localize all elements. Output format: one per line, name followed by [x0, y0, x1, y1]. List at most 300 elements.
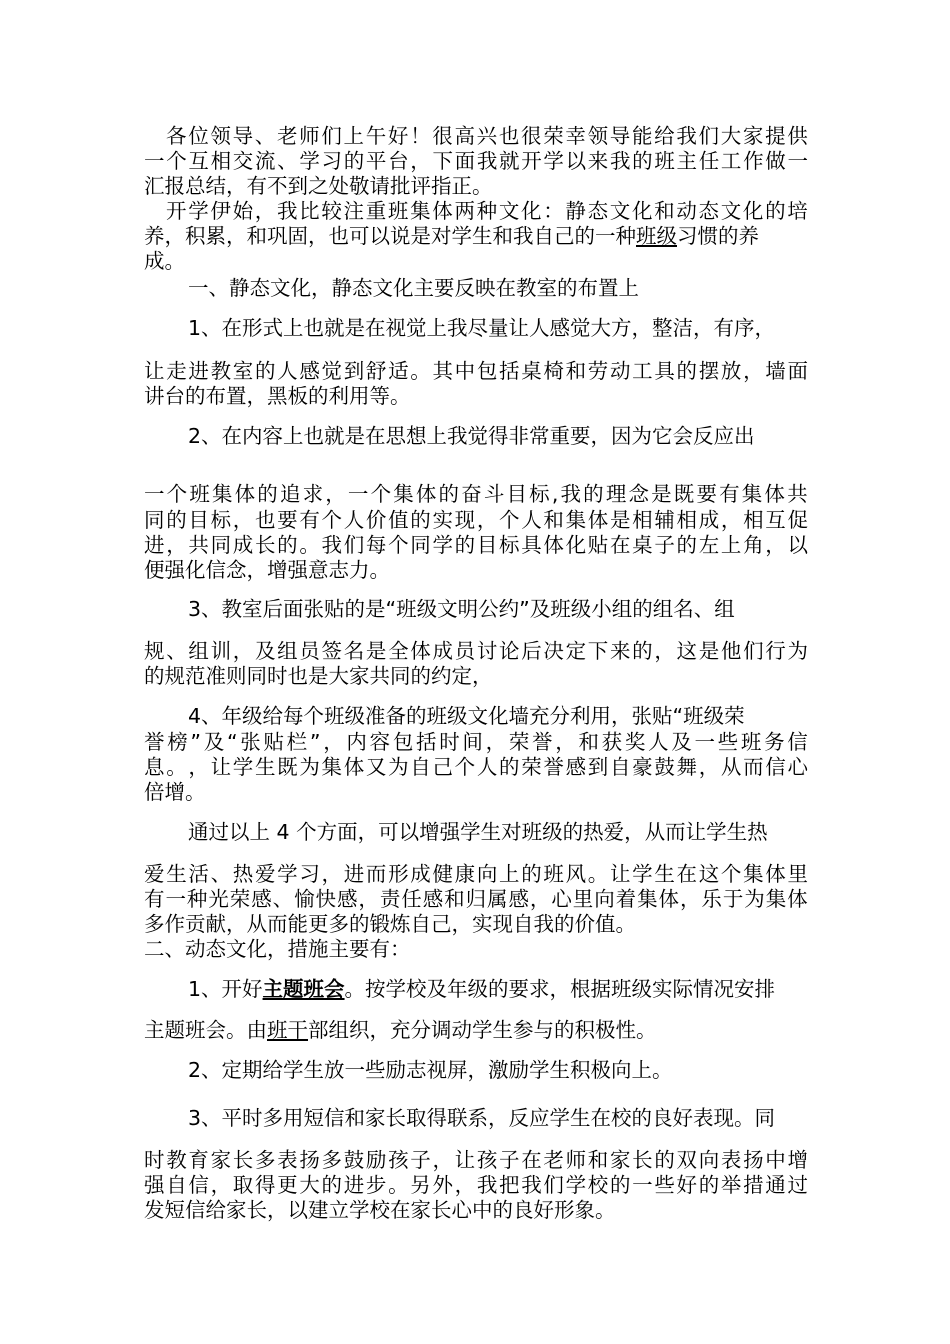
- glyph: 。: [587, 862, 609, 886]
- glyph: 更: [277, 1173, 298, 1197]
- glyph: 中: [765, 1148, 786, 1172]
- glyph: 伊: [210, 199, 231, 223]
- glyph: 的: [166, 508, 187, 532]
- glyph: 通: [765, 1173, 786, 1197]
- glyph: 强: [144, 1173, 165, 1197]
- glyph: 工: [632, 359, 653, 383]
- glyph: 活: [188, 862, 209, 886]
- glyph: 把: [499, 1173, 520, 1197]
- glyph: 及: [203, 730, 225, 754]
- glyph: 文: [609, 199, 631, 223]
- glyph: 鼓: [654, 755, 675, 779]
- glyph: 归: [465, 887, 487, 911]
- glyph: 誉: [543, 755, 564, 779]
- glyph: 桌: [521, 359, 542, 383]
- glyph: 讨: [476, 639, 498, 663]
- glyph: 学: [232, 755, 254, 779]
- glyph: 及: [254, 639, 276, 663]
- glyph: 任: [401, 887, 422, 911]
- glyph: 间: [462, 730, 483, 754]
- glyph: 班: [654, 149, 675, 173]
- glyph: 信: [787, 730, 808, 754]
- text-span: 。按学校及年级的要求，根据班级实际情况安排: [344, 977, 776, 1001]
- glyph: 觉: [321, 359, 342, 383]
- glyph: 我: [560, 482, 581, 506]
- glyph: 表: [720, 1148, 742, 1172]
- glyph: 静: [565, 199, 586, 223]
- glyph: 步: [365, 1173, 387, 1197]
- glyph: 扬: [743, 1148, 764, 1172]
- glyph: 他: [720, 639, 742, 663]
- glyph: 张: [240, 730, 261, 754]
- glyph: 左: [698, 533, 720, 557]
- paragraph-line: [144, 887, 808, 911]
- glyph: 的: [257, 482, 278, 506]
- glyph: 过: [787, 1173, 808, 1197]
- glyph: 定: [565, 639, 587, 663]
- glyph: 些: [717, 730, 739, 754]
- glyph: 提: [765, 124, 786, 148]
- glyph: 和: [543, 508, 564, 532]
- glyph: 集: [741, 482, 763, 506]
- intro-line: 汇报总结，有不到之处敬请批评指正。: [144, 174, 493, 198]
- glyph: 成: [432, 639, 453, 663]
- glyph: 行: [765, 639, 786, 663]
- text-span: 养，积累，和巩固，也可以说是对学生和我自己的一种: [144, 224, 636, 248]
- glyph: 走: [166, 359, 187, 383]
- glyph: 以: [565, 149, 587, 173]
- glyph: 决: [543, 639, 564, 663]
- glyph: 让: [144, 359, 165, 383]
- glyph: 斗: [483, 482, 505, 506]
- glyph: 人: [277, 359, 298, 383]
- paragraph-line: 便强化信念，增强意志力。: [144, 558, 390, 582]
- glyph: 和: [578, 730, 599, 754]
- glyph: 有: [144, 887, 165, 911]
- glyph: 老: [276, 124, 298, 148]
- glyph: 们: [321, 124, 342, 148]
- glyph: 扬: [299, 1148, 320, 1172]
- paragraph-line: [144, 482, 808, 506]
- glyph: 的: [765, 199, 786, 223]
- glyph: 到: [343, 359, 365, 383]
- glyph: 是: [651, 482, 672, 506]
- glyph: 的: [277, 533, 298, 557]
- glyph: 也: [498, 124, 520, 148]
- glyph: 下: [432, 149, 453, 173]
- glyph: 就: [499, 149, 520, 173]
- glyph: 乐: [701, 887, 722, 911]
- intro-line: [144, 149, 808, 173]
- section-heading: 二、动态文化，措施主要有：: [144, 937, 411, 961]
- glyph: ，: [410, 149, 431, 173]
- glyph: 形: [388, 862, 409, 886]
- glyph: 感: [336, 887, 358, 911]
- glyph: ,: [551, 482, 559, 506]
- glyph: 子: [654, 533, 675, 557]
- glyph: 有: [299, 508, 320, 532]
- glyph: 包: [392, 730, 414, 754]
- glyph: 荣: [521, 755, 542, 779]
- glyph: 人: [476, 755, 498, 779]
- glyph: 好: [676, 1173, 697, 1197]
- paragraph-line: [144, 359, 808, 383]
- glyph: 供: [787, 124, 808, 148]
- glyph: 交: [232, 149, 254, 173]
- glyph: 习: [299, 862, 320, 886]
- glyph: 教: [166, 1148, 187, 1172]
- glyph: 集: [410, 199, 431, 223]
- glyph: 、: [277, 149, 298, 173]
- paragraph-line: [144, 639, 808, 663]
- glyph: 具: [654, 359, 675, 383]
- glyph: 的: [454, 533, 476, 557]
- glyph: 化: [742, 199, 764, 223]
- glyph: 上: [499, 862, 520, 886]
- glyph: 劳: [587, 359, 609, 383]
- glyph: ，: [358, 887, 379, 911]
- glyph: 一: [165, 887, 186, 911]
- glyph: 感: [565, 755, 587, 779]
- glyph: 追: [279, 482, 301, 506]
- glyph: 我: [476, 149, 498, 173]
- glyph: 相: [743, 508, 764, 532]
- glyph: 相: [676, 508, 697, 532]
- glyph: 具: [521, 533, 542, 557]
- glyph: 。: [299, 533, 320, 557]
- glyph: 师: [565, 1148, 587, 1172]
- glyph: 个: [499, 508, 520, 532]
- glyph: 舒: [365, 359, 387, 383]
- glyph: 后: [521, 639, 542, 663]
- glyph: 校: [587, 1173, 609, 1197]
- glyph: 让: [609, 862, 631, 886]
- glyph: 一: [787, 149, 808, 173]
- glyph: 为: [744, 887, 765, 911]
- glyph: 桌: [632, 533, 653, 557]
- glyph: 学: [565, 1173, 587, 1197]
- glyph: 注: [343, 199, 364, 223]
- glyph: 论: [499, 639, 520, 663]
- glyph: ，: [454, 1173, 476, 1197]
- glyph: 有: [719, 482, 740, 506]
- paragraph-line: 讲台的布置，黑板的利用等。: [144, 384, 411, 408]
- glyph: 誉: [532, 730, 553, 754]
- glyph: 里: [787, 862, 808, 886]
- glyph: 到: [587, 755, 609, 779]
- glyph: 、: [254, 124, 276, 148]
- glyph: 的: [438, 482, 460, 506]
- glyph: 个: [166, 149, 187, 173]
- glyph: 生: [254, 755, 276, 779]
- glyph: 我: [476, 1173, 498, 1197]
- glyph: 标: [210, 508, 232, 532]
- glyph: 集: [393, 482, 414, 506]
- glyph: 个: [388, 533, 409, 557]
- glyph: 也: [254, 508, 276, 532]
- paragraph-line: 1、在形式上也就是在视觉上我尽量让人感觉大方，整洁，有序，: [188, 316, 776, 340]
- glyph: 各: [166, 124, 187, 148]
- glyph: 目: [476, 533, 498, 557]
- glyph: 让: [454, 1148, 476, 1172]
- class-meeting-link[interactable]: 主题班会: [262, 977, 345, 1001]
- glyph: 子: [410, 1148, 431, 1172]
- paragraph-line: 多作贡献，从而能更多的锻炼自己，实现自我的价值。: [144, 912, 636, 936]
- text-span: 部组织，充分调动学生参与的积极性。: [308, 1018, 657, 1042]
- glyph: 多: [321, 1148, 342, 1172]
- paragraph-line: 2、在内容上也就是在思想上我觉得非常重要，因为它会反应出: [188, 424, 755, 448]
- class-cadre-link[interactable]: 班干: [267, 1018, 308, 1042]
- glyph: 为: [388, 755, 409, 779]
- glyph: ”: [190, 730, 202, 754]
- paragraph-line: [144, 199, 808, 223]
- glyph: 人: [343, 508, 365, 532]
- glyph: 值: [388, 508, 409, 532]
- glyph: 时: [439, 730, 460, 754]
- text-span: 主题班会。由: [144, 1018, 267, 1042]
- glyph: 快: [315, 887, 336, 911]
- glyph: 和: [654, 199, 675, 223]
- glyph: 一: [347, 482, 369, 506]
- glyph: 奋: [461, 482, 482, 506]
- glyph: 班: [543, 862, 564, 886]
- glyph: 家: [609, 1148, 631, 1172]
- glyph: 下: [587, 639, 609, 663]
- glyph: 的: [254, 359, 276, 383]
- glyph: 内: [346, 730, 367, 754]
- glyph: 师: [299, 124, 320, 148]
- glyph: 大: [720, 124, 742, 148]
- glyph: ，: [555, 730, 576, 754]
- glyph: 学: [188, 199, 209, 223]
- glyph: 员: [454, 639, 476, 663]
- glyph: 标: [529, 482, 550, 506]
- glyph: 集: [765, 887, 787, 911]
- glyph: 的: [632, 149, 653, 173]
- glyph: 上: [720, 533, 742, 557]
- glyph: 互: [765, 508, 786, 532]
- glyph: 感: [508, 887, 529, 911]
- glyph: 个: [454, 755, 476, 779]
- glyph: 一: [144, 149, 165, 173]
- glyph: 一: [144, 482, 165, 506]
- glyph: 的: [410, 508, 431, 532]
- glyph: 体: [765, 862, 786, 886]
- glyph: 己: [432, 755, 453, 779]
- glyph: 念: [628, 482, 649, 506]
- glyph: 午: [365, 124, 387, 148]
- glyph: 理: [605, 482, 627, 506]
- glyph: 的: [676, 359, 697, 383]
- glyph: 好: [387, 124, 409, 148]
- glyph: 流: [254, 149, 276, 173]
- glyph: 教: [210, 359, 232, 383]
- paragraph-line: 成。: [144, 249, 185, 273]
- glyph: 时: [144, 1148, 165, 1172]
- glyph: 给: [654, 124, 675, 148]
- glyph: 热: [232, 862, 254, 886]
- glyph: 和: [565, 359, 587, 383]
- glyph: 态: [698, 199, 719, 223]
- glyph: 而: [365, 862, 387, 886]
- glyph: ，: [720, 508, 742, 532]
- glyph: 健: [432, 862, 453, 886]
- glyph: 在: [609, 533, 631, 557]
- glyph: ，: [254, 199, 276, 223]
- glyph: 相: [210, 149, 232, 173]
- glyph: 感: [251, 887, 272, 911]
- glyph: 表: [277, 1148, 298, 1172]
- glyph: 化: [521, 199, 542, 223]
- glyph: 班: [189, 482, 210, 506]
- glyph: 领: [210, 124, 231, 148]
- glyph: 长: [232, 1148, 254, 1172]
- glyph: 成: [232, 533, 254, 557]
- glyph: 始: [232, 199, 254, 223]
- glyph: 大: [299, 1173, 320, 1197]
- text-span: 习惯的养: [677, 224, 759, 248]
- glyph: 孩: [388, 1148, 409, 1172]
- glyph: 们: [543, 1173, 564, 1197]
- glyph: 为: [787, 639, 808, 663]
- glyph: 息: [144, 755, 165, 779]
- glyph: 生: [654, 862, 675, 886]
- glyph: 同: [144, 508, 165, 532]
- glyph: 集: [211, 482, 233, 506]
- glyph: ，: [476, 508, 498, 532]
- glyph: 是: [698, 639, 720, 663]
- glyph: 全: [388, 639, 409, 663]
- glyph: 标: [499, 533, 520, 557]
- glyph: 两: [454, 199, 475, 223]
- glyph: 班: [387, 199, 409, 223]
- glyph: 既: [673, 482, 695, 506]
- glyph: 得: [254, 1173, 276, 1197]
- section-heading: 一、静态文化，静态文化主要反映在教室的布置上: [188, 276, 639, 300]
- glyph: 我: [276, 199, 298, 223]
- glyph: 角: [743, 533, 764, 557]
- glyph: 这: [698, 862, 720, 886]
- glyph: 体: [234, 482, 256, 506]
- glyph: 信: [765, 755, 786, 779]
- paragraph-line: [144, 1018, 657, 1042]
- glyph: 一: [694, 730, 715, 754]
- glyph: 措: [743, 1173, 764, 1197]
- glyph: 老: [543, 1148, 564, 1172]
- glyph: 幸: [565, 124, 586, 148]
- glyph: 体: [410, 639, 431, 663]
- paragraph-line: 倍增。: [144, 780, 206, 804]
- glyph: 的: [676, 533, 697, 557]
- glyph: 长: [632, 1148, 653, 1172]
- glyph: 着: [615, 887, 637, 911]
- glyph: 其: [432, 359, 453, 383]
- glyph: 个: [166, 482, 188, 506]
- glyph: ，: [485, 730, 507, 754]
- paragraph-line: 3、平时多用短信和家长取得联系，反应学生在校的良好表现。同: [188, 1106, 776, 1130]
- glyph: 上: [343, 124, 364, 148]
- glyph: 习: [321, 149, 342, 173]
- glyph: 、: [210, 862, 232, 886]
- glyph: 获: [601, 730, 623, 754]
- glyph: 价: [365, 508, 387, 532]
- glyph: 贴: [263, 730, 284, 754]
- glyph: 爱: [144, 862, 165, 886]
- glyph: 励: [365, 1148, 387, 1172]
- paragraph-line: 的规范准则同时也是大家共同的约定，: [144, 664, 493, 688]
- paragraph-line: [144, 533, 808, 557]
- glyph: 相: [632, 508, 653, 532]
- glyph: 感: [299, 359, 320, 383]
- glyph: 举: [720, 1173, 742, 1197]
- glyph: “: [226, 730, 238, 754]
- glyph: 又: [365, 755, 387, 779]
- glyph: 康: [454, 862, 476, 886]
- glyph: 训: [210, 639, 232, 663]
- glyph: 成: [410, 862, 431, 886]
- glyph: 比: [299, 199, 320, 223]
- glyph: 体: [764, 482, 785, 506]
- glyph: 来: [609, 639, 631, 663]
- glyph: 属: [487, 887, 508, 911]
- class-link[interactable]: 班级: [636, 224, 677, 248]
- glyph: 名: [343, 639, 365, 663]
- glyph: 学: [543, 149, 564, 173]
- glyph: ，: [654, 639, 675, 663]
- glyph: 辅: [654, 508, 675, 532]
- glyph: 以: [787, 533, 808, 557]
- glyph: 光: [208, 887, 229, 911]
- glyph: 培: [787, 199, 808, 223]
- glyph: 同: [410, 533, 431, 557]
- glyph: 是: [365, 639, 387, 663]
- paragraph-line: [144, 508, 808, 532]
- glyph: 向: [698, 1148, 720, 1172]
- glyph: 兴: [476, 124, 498, 148]
- glyph: 和: [444, 887, 465, 911]
- glyph: 我: [676, 124, 697, 148]
- glyph: 求: [302, 482, 324, 506]
- glyph: 信: [188, 1173, 209, 1197]
- glyph: 体: [658, 887, 679, 911]
- glyph: 体: [343, 755, 365, 779]
- glyph: 的: [609, 1173, 631, 1197]
- glyph: 的: [698, 1173, 720, 1197]
- glyph: ，: [743, 359, 764, 383]
- glyph: ：: [543, 199, 564, 223]
- glyph: 学: [632, 862, 653, 886]
- glyph: 学: [299, 149, 320, 173]
- glyph: 学: [432, 533, 453, 557]
- intro-line: [144, 124, 808, 148]
- glyph: 集: [637, 887, 658, 911]
- glyph: 一: [632, 1173, 653, 1197]
- glyph: ，: [321, 862, 342, 886]
- paragraph-line: 4、年级给每个班级准备的班级文化墙充分利用，张贴“班级荣: [188, 704, 745, 728]
- glyph: 面: [454, 149, 476, 173]
- glyph: 化: [565, 533, 587, 557]
- glyph: 的: [632, 639, 653, 663]
- glyph: 化: [631, 199, 653, 223]
- glyph: 体: [415, 482, 437, 506]
- glyph: 。: [410, 359, 431, 383]
- paragraph-line: [144, 755, 808, 779]
- glyph: 进: [343, 862, 365, 886]
- glyph: 的: [321, 1173, 342, 1197]
- glyph: 做: [765, 149, 786, 173]
- glyph: 、: [166, 639, 187, 663]
- glyph: 家: [742, 124, 764, 148]
